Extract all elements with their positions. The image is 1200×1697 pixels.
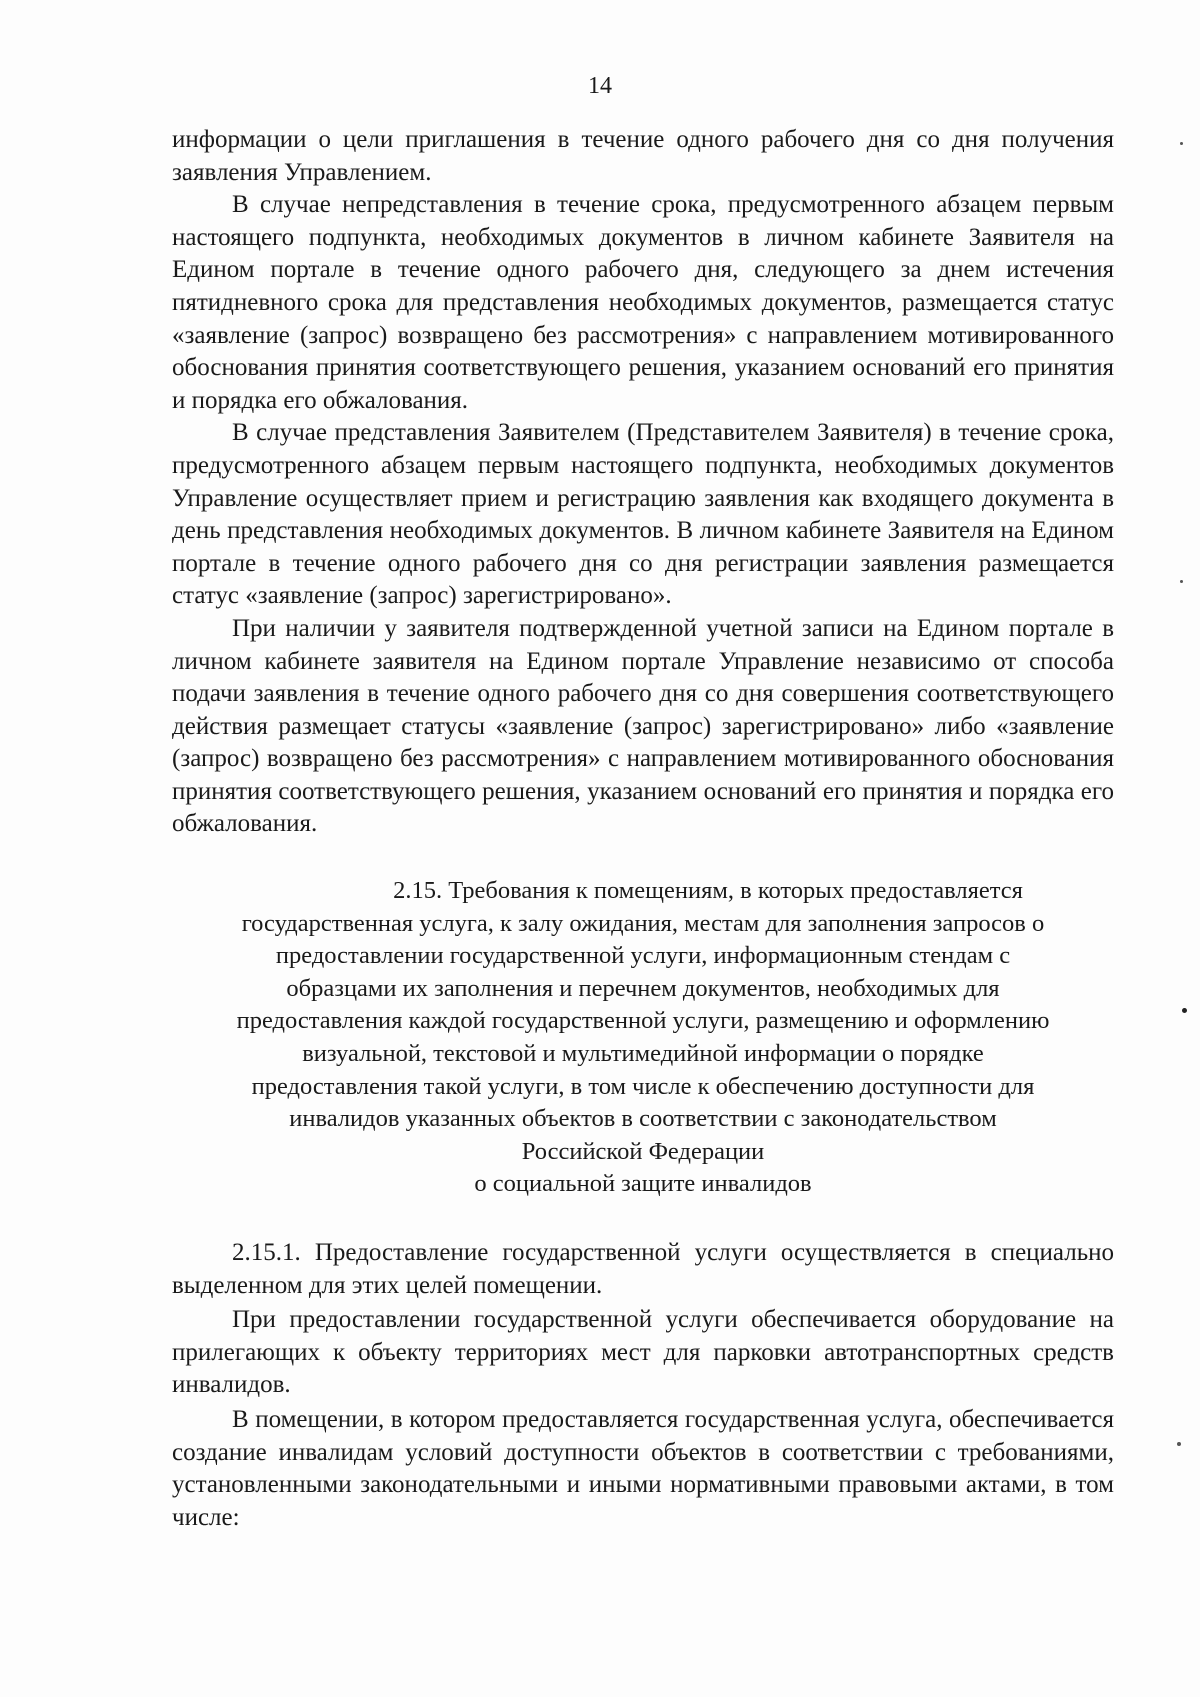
paragraph-nonsubmission: В случае непредставления в течение срока, предусмотренного абзацем первым настоящего подпункта, необходимых документов в личном кабинете Заявителя на Едином портале в течение одного рабочего дня, следующего за днем истечения пятидневного срока для представления необходимых документов, размещается статус «заявление (запрос) возвращено без рассмотрения» с направлением мотивированного обоснования принятия соответствующего решения, указанием оснований его принятия и порядка его обжалования. <box>172 191 1114 414</box>
scan-speck <box>1182 1008 1187 1013</box>
heading-line: государственная услуга, к залу ожидания, местам для заполнения запросов о <box>241 909 1045 937</box>
section-heading-2-15 <box>172 875 1114 1201</box>
heading-line: предоставлении государственной услуги, информационным стендам с <box>275 942 1011 970</box>
heading-line: Российской Федерации <box>521 1137 765 1165</box>
paragraph-submission: В случае представления Заявителем (Представителем Заявителя) в течение срока, предусмотренного абзацем первым настоящего подпункта, необходимых документов Управление осуществляет прием и регистрацию заявления как входящего документа в день представления необходимых документов. В личном кабинете Заявителя на Едином портале в течение одного рабочего дня со дня регистрации заявления размещается статус «заявление (запрос) зарегистрировано». <box>172 419 1114 610</box>
paragraph-2-15-1: 2.15.1. Предоставление государственной услуги осуществляется в специально выделенном для этих целей помещении. <box>172 1239 1114 1299</box>
page-number: 14 <box>588 73 612 99</box>
paragraph-continuation: информации о цели приглашения в течение одного рабочего дня со дня получения заявления Управлением. <box>172 126 1114 186</box>
scan-speck <box>1180 580 1183 583</box>
heading-line: предоставления такой услуги, в том числе к обеспечению доступности для <box>251 1072 1035 1100</box>
scan-speck <box>1180 142 1183 145</box>
heading-line: 2.15. Требования к помещениям, в которых предоставляется <box>393 877 1023 905</box>
heading-line: инвалидов указанных объектов в соответствии с законодательством <box>289 1105 997 1133</box>
heading-line: образцами их заполнения и перечнем документов, необходимых для <box>286 974 1000 1002</box>
scan-speck <box>1177 1442 1181 1446</box>
paragraph-parking: При предоставлении государственной услуги обеспечивается оборудование на прилегающих к объекту территориях мест для парковки автотранспортных средств инвалидов. <box>172 1306 1114 1399</box>
heading-line: предоставления каждой государственной услуги, размещению и оформлению <box>236 1007 1050 1035</box>
paragraph-accessibility: В помещении, в котором предоставляется государственная услуга, обеспечивается создание инвалидам условий доступности объектов в соответствии с требованиями, установленными законодательными и иными нормативными правовыми актами, в том числе: <box>172 1405 1114 1531</box>
heading-line: о социальной защите инвалидов <box>474 1170 812 1198</box>
paragraph-account-status: При наличии у заявителя подтвержденной учетной записи на Едином портале в личном кабинете заявителя на Едином портале Управление независимо от способа подачи заявления в течение одного рабочего дня со дня совершения соответствующего действия размещает статусы «заявление (запрос) зарегистрировано» либо «заявление (запрос) возвращено без рассмотрения» с направлением мотивированного обоснования принятия соответствующего решения, указанием оснований его принятия и порядка его обжалования. <box>172 614 1114 838</box>
document-body <box>172 124 1114 1534</box>
heading-line: визуальной, текстовой и мультимедийной информации о порядке <box>302 1040 984 1068</box>
